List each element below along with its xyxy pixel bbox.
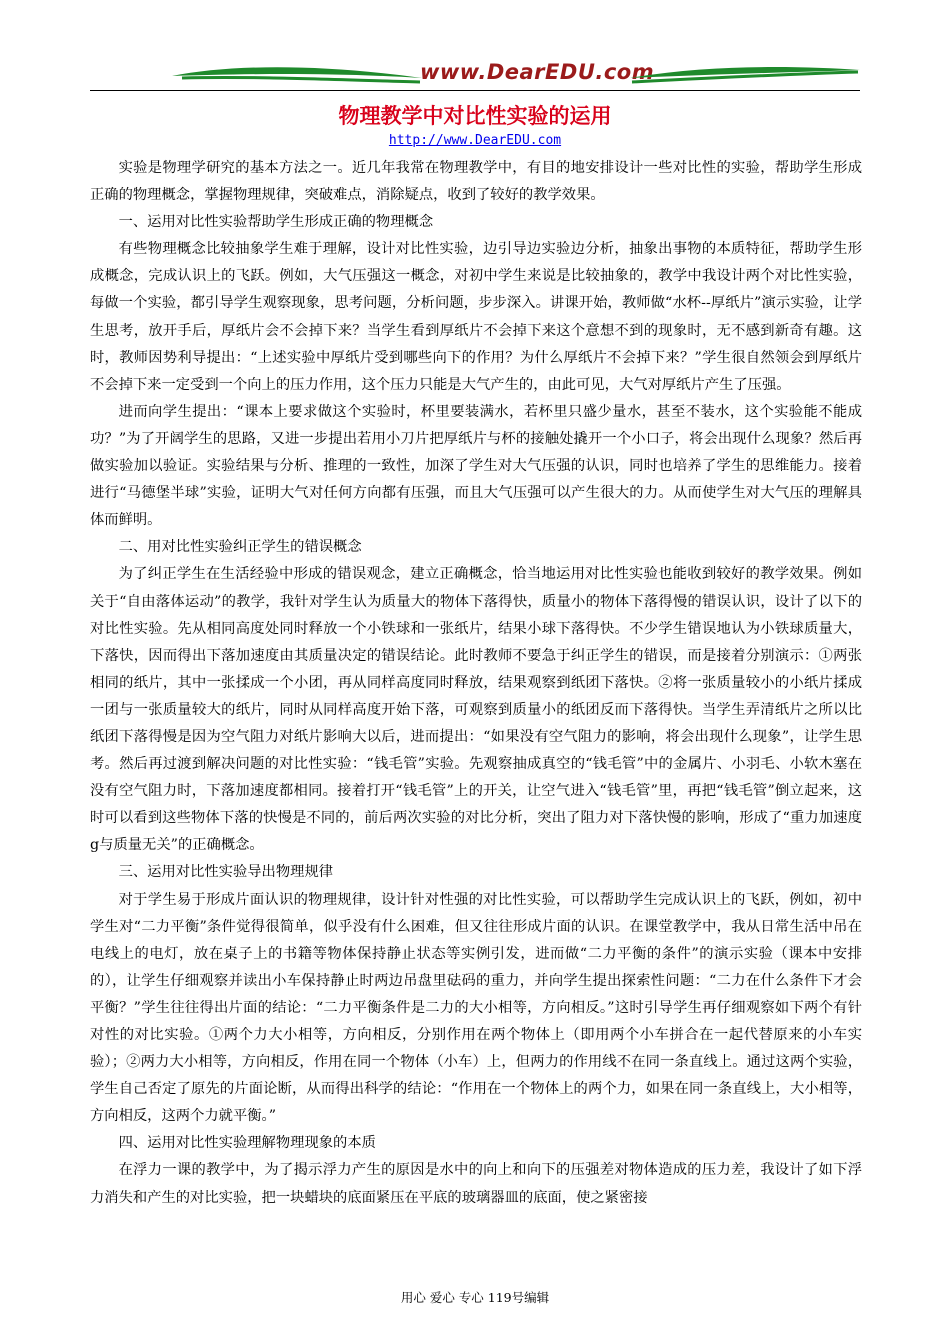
paragraph-intro: 实验是物理学研究的基本方法之一。近几年我常在物理教学中，有目的地安排设计一些对比性的实验，帮助学生形成正确的物理概念，掌握物理规律，突破难点，消除疑点，收到了较好的教学效果。: [90, 160, 862, 204]
right-swoosh-icon: [630, 62, 860, 92]
section-heading-3: 三、运用对比性实验导出物理规律: [118, 864, 334, 881]
paragraph: 进而向学生提出：“课本上要求做这个实验时，杯里要装满水，若杯里只盛少量水，甚至不装水，这个实验能不能成功？”为了开阔学生的思路，又进一步提出若用小刀片把厚纸片与杯的接触处撬开一个小口子，将会出现什么现象？然后再做实验加以验证。实验结果与分析、推理的一致性，加深了学生对大气压强的认识，同时也培养了学生的思维能力。接着进行“马德堡半球”实验，证明大气对任何方向都有压强，而且大气压强可以产生很大的力。从而使学生对大气压的理解具体而鲜明。: [90, 403, 862, 529]
paragraph: 对于学生易于形成片面认识的物理规律，设计针对性强的对比性实验，可以帮助学生完成认识上的飞跃，例如，初中学生对“二力平衡”条件觉得很简单，似乎没有什么困难，但又往往形成片面的认识。在课堂教学中，我从日常生活中吊在电线上的电灯，放在桌子上的书籍等物体保持静止状态等实例引发，进而做“二力平衡的条件”的演示实验（课本中安排的），让学生仔细观察并读出小车保持静止时两边吊盘里砝码的重力，并向学生提出探索性问题：“二力在什么条件下才会平衡？”学生往往得出片面的结论：“二力平衡条件是二力的大小相等，方向相反。”这时引导学生再仔细观察如下两个有针对性的对比实验。①两个力大小相等，方向相反，分别作用在两个物体上（即用两个小车拼合在一起代替原来的小车实验）；②两力大小相等，方向相反，作用在同一个物体（小车）上，但两力的作用线不在同一条直线上。通过这两个实验，学生自己否定了原先的片面论断，从而得出科学的结论：“作用在一个物体上的两个力，如果在同一条直线上，大小相等，方向相反，这两个力就平衡。”: [90, 891, 862, 1125]
page-footer: 用心 爱心 专心 119号编辑: [400, 1290, 550, 1305]
site-logo[interactable]: www.DearEDU.com: [420, 60, 655, 84]
article-body: [90, 155, 862, 1212]
page-title: 物理教学中对比性实验的运用: [338, 104, 612, 128]
paragraph: 在浮力一课的教学中，为了揭示浮力产生的原因是水中的向上和向下的压强差对物体造成的压力差，我设计了如下浮力消失和产生的对比实验，把一块蜡块的底面紧压在平底的玻璃器皿的底面，使之紧密接: [90, 1162, 862, 1206]
section-heading-4: 四、运用对比性实验理解物理现象的本质: [118, 1135, 376, 1152]
header-divider: [90, 90, 860, 91]
source-link[interactable]: http://www.DearEDU.com: [388, 133, 562, 148]
paragraph: 为了纠正学生在生活经验中形成的错误观念，建立正确概念，恰当地运用对比性实验也能收到较好的教学效果。例如关于“自由落体运动”的教学，我针对学生认为质量大的物体下落得快，质量小的物体下落得慢的错误认识，设计了以下的对比性实验。先从相同高度处同时释放一个小铁球和一张纸片，结果小球下落得快。不少学生错误地认为小铁球质量大，下落快，因而得出下落加速度由其质量决定的错误结论。此时教师不要急于纠正学生的错误，而是接着分别演示：①两张相同的纸片，其中一张揉成一个小团，再从同样高度同时释放，结果观察到纸团下落快。②将一张质量较小的小纸片揉成一团与一张质量较大的纸片，同时从同样高度开始下落，可观察到质量小的纸团反而下落得快。当学生弄清纸片之所以比纸团下落得慢是因为空气阻力对纸片影响大以后，进而提出：“如果没有空气阻力的影响，将会出现什么现象”，让学生思考。然后再过渡到解决问题的对比性实验：“钱毛管”实验。先观察抽成真空的“钱毛管”中的金属片、小羽毛、小软木塞在没有空气阻力时，下落加速度都相同。接着打开“钱毛管”上的开关，让空气进入“钱毛管”里，再把“钱毛管”倒立起来，这时可以看到这些物体下落的快慢是不同的，前后两次实验的对比分析，突出了阻力对下落快慢的影响，形成了“重力加速度g与质量无关”的正确概念。: [90, 566, 862, 854]
section-heading-1: 一、运用对比性实验帮助学生形成正确的物理概念: [118, 214, 434, 231]
left-swoosh-icon: [172, 62, 422, 92]
site-header: [90, 56, 860, 96]
section-heading-2: 二、用对比性实验纠正学生的错误概念: [118, 539, 362, 556]
paragraph: 有些物理概念比较抽象学生难于理解，设计对比性实验，边引导边实验边分析，抽象出事物的本质特征，帮助学生形成概念，完成认识上的飞跃。例如，大气压强这一概念，对初中学生来说是比较抽象的，教学中我设计两个对比性实验，每做一个实验，都引导学生观察现象，思考问题，分析问题，步步深入。讲课开始，教师做“水杯--厚纸片”演示实验，让学生思考，放开手后，厚纸片会不会掉下来？当学生看到厚纸片不会掉下来这个意想不到的现象时，无不感到新奇有趣。这时，教师因势利导提出：“上述实验中厚纸片受到哪些向下的作用？为什么厚纸片不会掉下来？”学生很自然领会到厚纸片不会掉下来一定受到一个向上的压力作用，这个压力只能是大气产生的，由此可见，大气对厚纸片产生了压强。: [90, 241, 862, 393]
